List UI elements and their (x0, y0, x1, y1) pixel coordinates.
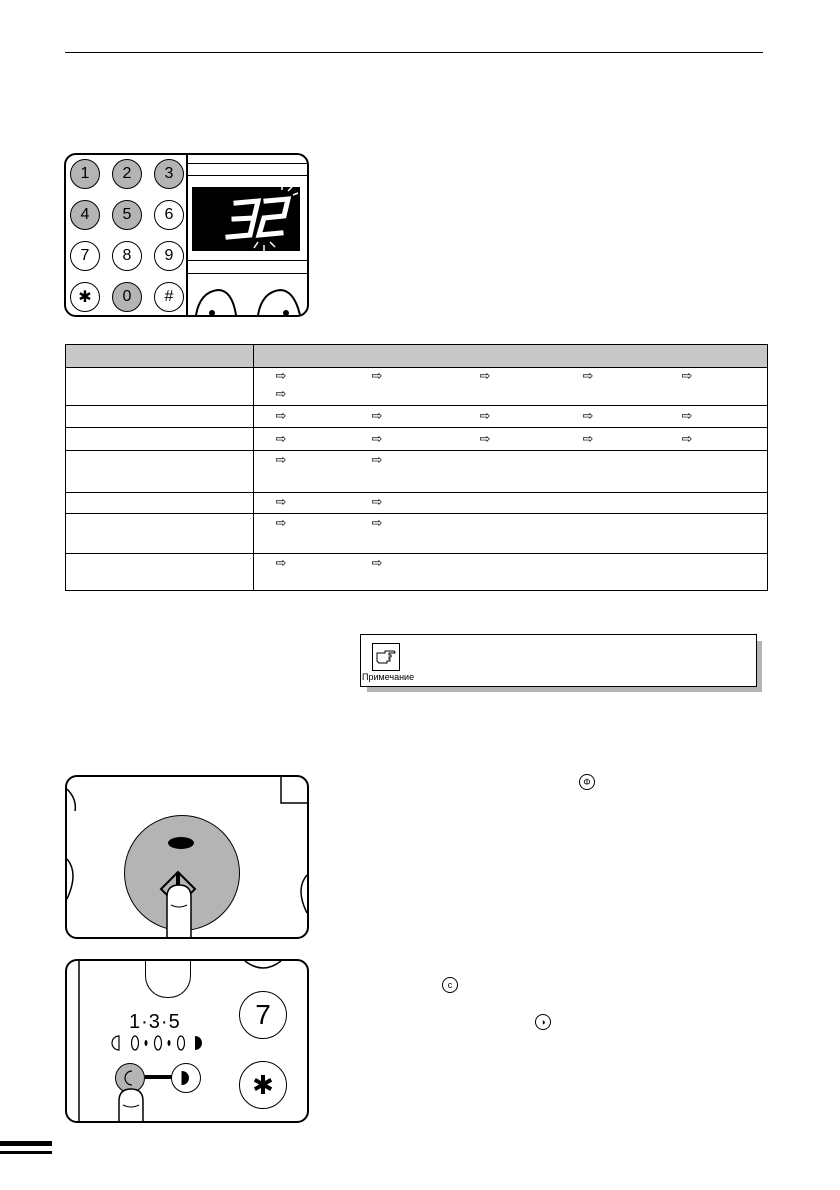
top-rule (65, 52, 763, 53)
row-divider (66, 427, 767, 428)
arrow-right-icon: ⇨ (582, 431, 594, 446)
arrow-right-icon: ⇨ (275, 515, 287, 530)
arrow-right-icon: ⇨ (371, 431, 383, 446)
exposure-level-indicators (111, 1035, 211, 1051)
arrow-right-icon: ⇨ (275, 431, 287, 446)
arrow-right-icon: ⇨ (582, 368, 594, 383)
row-divider (66, 405, 767, 406)
exposure-symbol-icon: ◑ (535, 1014, 551, 1030)
key-0[interactable]: 0 (112, 282, 142, 312)
row-divider (66, 450, 767, 451)
start-button-illustration (65, 775, 309, 939)
panel-buttons-outline (188, 280, 307, 315)
exposure-connector (145, 1075, 173, 1079)
arrow-right-icon: ⇨ (275, 408, 287, 423)
page-edge-bar (0, 1151, 52, 1154)
arrow-right-icon: ⇨ (275, 494, 287, 509)
key-1[interactable]: 1 (70, 159, 100, 189)
arrow-right-icon: ⇨ (371, 408, 383, 423)
page-edge-bar (0, 1141, 52, 1146)
arrow-right-icon: ⇨ (479, 408, 491, 423)
key-star[interactable]: ✱ (70, 282, 100, 312)
clear-symbol-icon: c (442, 977, 458, 993)
row-divider (66, 492, 767, 493)
finger-pressing-icon (115, 1085, 149, 1121)
arrow-right-icon: ⇨ (479, 368, 491, 383)
arrow-right-icon: ⇨ (371, 515, 383, 530)
arrow-right-icon: ⇨ (275, 386, 287, 401)
arrow-right-icon: ⇨ (275, 555, 287, 570)
arrow-right-icon: ⇨ (275, 368, 287, 383)
arrow-right-icon: ⇨ (371, 452, 383, 467)
exposure-illustration (65, 959, 309, 1123)
table-header (66, 345, 767, 368)
key-7[interactable]: 7 (239, 991, 287, 1039)
arrow-right-icon: ⇨ (275, 452, 287, 467)
key-5[interactable]: 5 (112, 200, 142, 230)
program-number-display (192, 187, 300, 251)
key-hash[interactable]: # (154, 282, 184, 312)
exposure-scale-label: 1·3·5 (129, 1011, 181, 1033)
arrow-right-icon: ⇨ (681, 431, 693, 446)
pointing-hand-icon (372, 643, 400, 671)
note-label: Примечание (362, 672, 415, 682)
start-symbol-icon: Φ (579, 774, 595, 790)
note-box (360, 634, 757, 687)
finger-pressing-icon (67, 777, 307, 937)
key-7[interactable]: 7 (70, 241, 100, 271)
arrow-right-icon: ⇨ (371, 368, 383, 383)
arrow-right-icon: ⇨ (479, 431, 491, 446)
row-divider (66, 513, 767, 514)
arrow-right-icon: ⇨ (582, 408, 594, 423)
key-9[interactable]: 9 (154, 241, 184, 271)
arrow-right-icon: ⇨ (371, 555, 383, 570)
panel-line (188, 163, 307, 164)
key-2[interactable]: 2 (112, 159, 142, 189)
arrow-right-icon: ⇨ (681, 368, 693, 383)
key-3[interactable]: 3 (154, 159, 184, 189)
key-8[interactable]: 8 (112, 241, 142, 271)
settings-table (65, 344, 768, 591)
key-6[interactable]: 6 (154, 200, 184, 230)
key-4[interactable]: 4 (70, 200, 100, 230)
darker-button[interactable] (171, 1063, 201, 1093)
panel-line (188, 175, 307, 176)
row-divider (66, 553, 767, 554)
arrow-right-icon: ⇨ (371, 494, 383, 509)
keypad-illustration (64, 153, 309, 317)
panel-line (188, 273, 307, 274)
key-star[interactable]: ✱ (239, 1061, 287, 1109)
seven-segment-digits (192, 187, 300, 251)
panel-line (188, 260, 307, 261)
arrow-right-icon: ⇨ (681, 408, 693, 423)
